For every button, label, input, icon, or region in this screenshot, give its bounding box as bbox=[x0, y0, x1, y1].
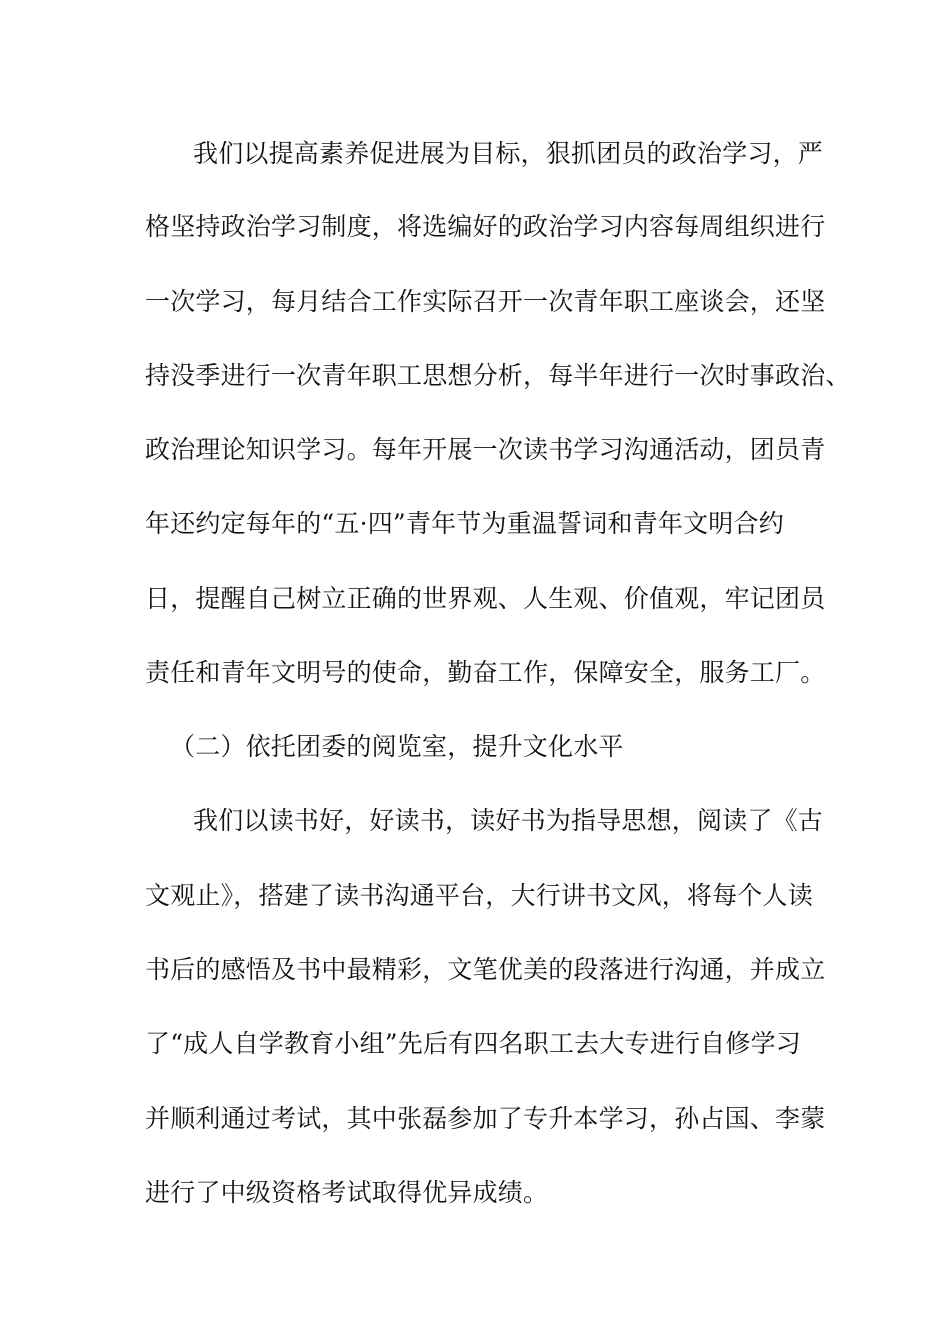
paragraph1-line-1: 我们以提高素养促进展为目标，狠抓团员的政治学习，严 bbox=[193, 139, 824, 168]
paragraph2-line-3: 书后的感悟及书中最精彩，文笔优美的段落进行沟通，并成立 bbox=[145, 955, 826, 984]
paragraph2-line-4: 了“成人自学教育小组”先后有四名职工去大专进行自修学习 bbox=[145, 1029, 801, 1058]
paragraph1-line-4: 持没季进行一次青年职工思想分析，每半年进行一次时事政治、 bbox=[145, 361, 851, 390]
paragraph2-line-5: 并顺利通过考试，其中张磊参加了专升本学习，孙占国、李蒙 bbox=[145, 1104, 826, 1133]
paragraph2-line-1: 我们以读书好，好读书，读好书为指导思想，阅读了《古 bbox=[193, 806, 824, 835]
paragraph2-line-2: 文观止》，搭建了读书沟通平台，大行讲书文风，将每个人读 bbox=[145, 881, 813, 910]
paragraph1-line-5: 政治理论知识学习。每年开展一次读书学习沟通活动，团员青 bbox=[145, 435, 826, 464]
paragraph1-line-7: 日，提醒自己树立正确的世界观、人生观、价值观，牢记团员 bbox=[145, 584, 826, 613]
paragraph2-line-6: 进行了中级资格考试取得优异成绩。 bbox=[145, 1178, 549, 1207]
paragraph1-line-3: 一次学习，每月结合工作实际召开一次青年职工座谈会，还坚 bbox=[145, 287, 826, 316]
paragraph1-line-6: 年还约定每年的“五·四”青年节为重温誓词和青年文明合约 bbox=[145, 509, 784, 538]
section-heading: （二）依托团委的阅览室，提升文化水平 bbox=[170, 732, 624, 761]
paragraph1-line-2: 格坚持政治学习制度，将选编好的政治学习内容每周组织进行 bbox=[145, 212, 826, 241]
paragraph1-line-8: 责任和青年文明号的使命，勤奋工作，保障安全，服务工厂。 bbox=[145, 658, 826, 687]
